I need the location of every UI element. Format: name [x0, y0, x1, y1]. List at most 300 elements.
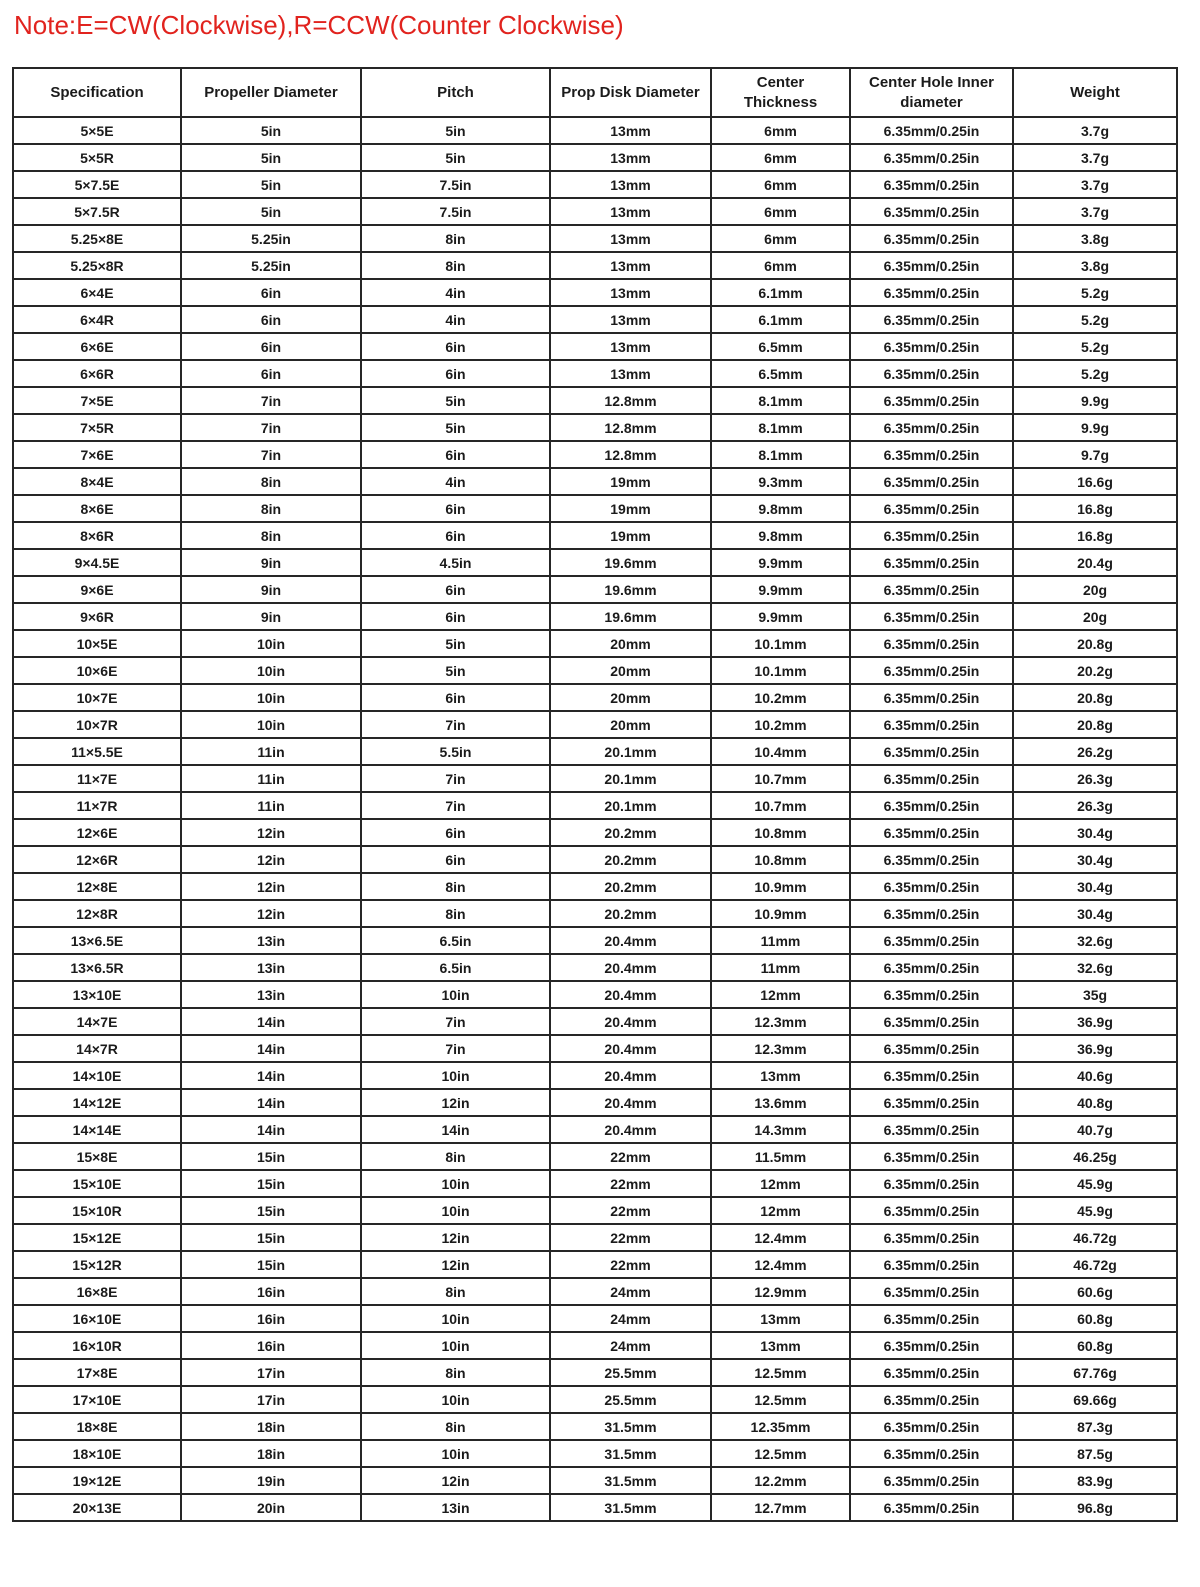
cell-weight: 46.72g — [1013, 1251, 1177, 1278]
cell-center-thickness: 6mm — [711, 225, 850, 252]
cell-center-thickness: 8.1mm — [711, 441, 850, 468]
cell-weight: 35g — [1013, 981, 1177, 1008]
cell-prop-disk-diameter: 20.1mm — [550, 765, 711, 792]
cell-weight: 60.8g — [1013, 1332, 1177, 1359]
cell-pitch: 4in — [361, 279, 550, 306]
cell-weight: 46.72g — [1013, 1224, 1177, 1251]
cell-center-thickness: 12.7mm — [711, 1494, 850, 1521]
cell-prop-disk-diameter: 24mm — [550, 1305, 711, 1332]
cell-weight: 9.7g — [1013, 441, 1177, 468]
cell-weight: 69.66g — [1013, 1386, 1177, 1413]
cell-prop-disk-diameter: 19.6mm — [550, 603, 711, 630]
cell-center-hole-inner-diameter: 6.35mm/0.25in — [850, 1143, 1013, 1170]
cell-propeller-diameter: 5in — [181, 198, 361, 225]
cell-prop-disk-diameter: 31.5mm — [550, 1494, 711, 1521]
cell-pitch: 12in — [361, 1089, 550, 1116]
cell-weight: 5.2g — [1013, 333, 1177, 360]
cell-propeller-diameter: 5.25in — [181, 225, 361, 252]
cell-center-hole-inner-diameter: 6.35mm/0.25in — [850, 900, 1013, 927]
cell-propeller-diameter: 15in — [181, 1170, 361, 1197]
cell-center-hole-inner-diameter: 6.35mm/0.25in — [850, 981, 1013, 1008]
table-row — [13, 1224, 1177, 1251]
cell-propeller-diameter: 12in — [181, 873, 361, 900]
cell-center-hole-inner-diameter: 6.35mm/0.25in — [850, 360, 1013, 387]
cell-specification: 10×7E — [13, 684, 181, 711]
cell-pitch: 12in — [361, 1467, 550, 1494]
cell-prop-disk-diameter: 13mm — [550, 333, 711, 360]
cell-pitch: 5in — [361, 144, 550, 171]
cell-prop-disk-diameter: 22mm — [550, 1143, 711, 1170]
column-header-weight: Weight — [1013, 68, 1177, 117]
cell-center-hole-inner-diameter: 6.35mm/0.25in — [850, 846, 1013, 873]
cell-center-hole-inner-diameter: 6.35mm/0.25in — [850, 1224, 1013, 1251]
cell-weight: 67.76g — [1013, 1359, 1177, 1386]
cell-center-hole-inner-diameter: 6.35mm/0.25in — [850, 927, 1013, 954]
cell-center-hole-inner-diameter: 6.35mm/0.25in — [850, 306, 1013, 333]
cell-prop-disk-diameter: 19mm — [550, 522, 711, 549]
cell-propeller-diameter: 18in — [181, 1440, 361, 1467]
table-row — [13, 171, 1177, 198]
cell-pitch: 6.5in — [361, 927, 550, 954]
cell-propeller-diameter: 5in — [181, 144, 361, 171]
cell-propeller-diameter: 8in — [181, 522, 361, 549]
table-row — [13, 441, 1177, 468]
cell-center-hole-inner-diameter: 6.35mm/0.25in — [850, 1116, 1013, 1143]
cell-specification: 20×13E — [13, 1494, 181, 1521]
cell-propeller-diameter: 9in — [181, 603, 361, 630]
cell-prop-disk-diameter: 13mm — [550, 171, 711, 198]
cell-specification: 10×7R — [13, 711, 181, 738]
cell-center-thickness: 10.1mm — [711, 657, 850, 684]
table-row — [13, 927, 1177, 954]
cell-pitch: 12in — [361, 1251, 550, 1278]
table-row — [13, 792, 1177, 819]
table-row — [13, 522, 1177, 549]
cell-specification: 9×6E — [13, 576, 181, 603]
table-row — [13, 954, 1177, 981]
cell-center-thickness: 10.8mm — [711, 846, 850, 873]
table-row — [13, 630, 1177, 657]
cell-center-thickness: 12.3mm — [711, 1035, 850, 1062]
cell-center-thickness: 6mm — [711, 198, 850, 225]
cell-specification: 16×8E — [13, 1278, 181, 1305]
cell-propeller-diameter: 14in — [181, 1116, 361, 1143]
cell-center-hole-inner-diameter: 6.35mm/0.25in — [850, 1197, 1013, 1224]
cell-center-hole-inner-diameter: 6.35mm/0.25in — [850, 657, 1013, 684]
cell-pitch: 6in — [361, 576, 550, 603]
cell-weight: 16.8g — [1013, 522, 1177, 549]
cell-pitch: 10in — [361, 1197, 550, 1224]
cell-prop-disk-diameter: 20.1mm — [550, 792, 711, 819]
cell-weight: 9.9g — [1013, 414, 1177, 441]
cell-pitch: 10in — [361, 981, 550, 1008]
cell-weight: 3.8g — [1013, 225, 1177, 252]
cell-prop-disk-diameter: 19.6mm — [550, 549, 711, 576]
cell-center-thickness: 12mm — [711, 1170, 850, 1197]
propeller-spec-table — [12, 67, 1178, 1522]
cell-prop-disk-diameter: 31.5mm — [550, 1440, 711, 1467]
cell-weight: 60.6g — [1013, 1278, 1177, 1305]
cell-center-hole-inner-diameter: 6.35mm/0.25in — [850, 1332, 1013, 1359]
cell-weight: 87.5g — [1013, 1440, 1177, 1467]
cell-propeller-diameter: 9in — [181, 549, 361, 576]
cell-weight: 20g — [1013, 576, 1177, 603]
cell-specification: 7×5E — [13, 387, 181, 414]
cell-center-hole-inner-diameter: 6.35mm/0.25in — [850, 333, 1013, 360]
cell-weight: 36.9g — [1013, 1035, 1177, 1062]
cell-propeller-diameter: 11in — [181, 738, 361, 765]
cell-weight: 96.8g — [1013, 1494, 1177, 1521]
cell-center-hole-inner-diameter: 6.35mm/0.25in — [850, 1359, 1013, 1386]
cell-propeller-diameter: 12in — [181, 819, 361, 846]
cell-center-thickness: 9.9mm — [711, 603, 850, 630]
cell-prop-disk-diameter: 20.2mm — [550, 846, 711, 873]
table-row — [13, 819, 1177, 846]
cell-weight: 3.7g — [1013, 171, 1177, 198]
cell-propeller-diameter: 11in — [181, 765, 361, 792]
cell-propeller-diameter: 5in — [181, 171, 361, 198]
cell-center-hole-inner-diameter: 6.35mm/0.25in — [850, 144, 1013, 171]
table-row — [13, 333, 1177, 360]
cell-weight: 46.25g — [1013, 1143, 1177, 1170]
cell-center-thickness: 12.5mm — [711, 1359, 850, 1386]
cell-prop-disk-diameter: 22mm — [550, 1251, 711, 1278]
cell-center-hole-inner-diameter: 6.35mm/0.25in — [850, 1062, 1013, 1089]
cell-center-thickness: 6.1mm — [711, 279, 850, 306]
cell-propeller-diameter: 12in — [181, 846, 361, 873]
cell-center-thickness: 13mm — [711, 1332, 850, 1359]
cell-propeller-diameter: 12in — [181, 900, 361, 927]
cell-specification: 14×7E — [13, 1008, 181, 1035]
cell-prop-disk-diameter: 22mm — [550, 1224, 711, 1251]
cell-prop-disk-diameter: 31.5mm — [550, 1413, 711, 1440]
table-row — [13, 1197, 1177, 1224]
table-row — [13, 387, 1177, 414]
cell-pitch: 4.5in — [361, 549, 550, 576]
cell-pitch: 6in — [361, 495, 550, 522]
cell-center-thickness: 10.2mm — [711, 684, 850, 711]
cell-pitch: 6in — [361, 819, 550, 846]
cell-specification: 11×7R — [13, 792, 181, 819]
cell-specification: 8×6R — [13, 522, 181, 549]
table-row — [13, 549, 1177, 576]
cell-center-hole-inner-diameter: 6.35mm/0.25in — [850, 630, 1013, 657]
cell-pitch: 6in — [361, 603, 550, 630]
cell-center-thickness: 6mm — [711, 144, 850, 171]
cell-propeller-diameter: 10in — [181, 684, 361, 711]
cell-center-hole-inner-diameter: 6.35mm/0.25in — [850, 1089, 1013, 1116]
cell-center-hole-inner-diameter: 6.35mm/0.25in — [850, 414, 1013, 441]
cell-center-thickness: 12.4mm — [711, 1224, 850, 1251]
cell-prop-disk-diameter: 22mm — [550, 1170, 711, 1197]
cell-specification: 5×5E — [13, 117, 181, 144]
cell-specification: 11×7E — [13, 765, 181, 792]
cell-weight: 16.6g — [1013, 468, 1177, 495]
table-row — [13, 873, 1177, 900]
cell-pitch: 10in — [361, 1305, 550, 1332]
cell-weight: 30.4g — [1013, 846, 1177, 873]
cell-propeller-diameter: 14in — [181, 1035, 361, 1062]
cell-center-thickness: 12.4mm — [711, 1251, 850, 1278]
cell-center-thickness: 9.9mm — [711, 549, 850, 576]
cell-propeller-diameter: 11in — [181, 792, 361, 819]
table-row — [13, 360, 1177, 387]
cell-pitch: 10in — [361, 1440, 550, 1467]
cell-propeller-diameter: 14in — [181, 1089, 361, 1116]
cell-prop-disk-diameter: 13mm — [550, 279, 711, 306]
cell-prop-disk-diameter: 31.5mm — [550, 1467, 711, 1494]
cell-weight: 3.7g — [1013, 198, 1177, 225]
cell-center-hole-inner-diameter: 6.35mm/0.25in — [850, 1278, 1013, 1305]
cell-pitch: 7in — [361, 1035, 550, 1062]
cell-center-hole-inner-diameter: 6.35mm/0.25in — [850, 225, 1013, 252]
cell-weight: 83.9g — [1013, 1467, 1177, 1494]
cell-prop-disk-diameter: 20mm — [550, 711, 711, 738]
cell-weight: 87.3g — [1013, 1413, 1177, 1440]
cell-center-hole-inner-diameter: 6.35mm/0.25in — [850, 468, 1013, 495]
cell-weight: 20.2g — [1013, 657, 1177, 684]
cell-center-thickness: 10.9mm — [711, 873, 850, 900]
cell-propeller-diameter: 7in — [181, 441, 361, 468]
cell-specification: 6×4E — [13, 279, 181, 306]
table-row — [13, 414, 1177, 441]
cell-center-hole-inner-diameter: 6.35mm/0.25in — [850, 1251, 1013, 1278]
cell-pitch: 10in — [361, 1170, 550, 1197]
cell-center-thickness: 12.9mm — [711, 1278, 850, 1305]
cell-center-hole-inner-diameter: 6.35mm/0.25in — [850, 252, 1013, 279]
cell-propeller-diameter: 10in — [181, 630, 361, 657]
cell-propeller-diameter: 5.25in — [181, 252, 361, 279]
cell-prop-disk-diameter: 20mm — [550, 657, 711, 684]
cell-center-hole-inner-diameter: 6.35mm/0.25in — [850, 711, 1013, 738]
table-body — [13, 117, 1177, 1521]
cell-pitch: 4in — [361, 306, 550, 333]
cell-specification: 19×12E — [13, 1467, 181, 1494]
table-row — [13, 252, 1177, 279]
cell-pitch: 5in — [361, 630, 550, 657]
cell-specification: 8×4E — [13, 468, 181, 495]
cell-pitch: 10in — [361, 1062, 550, 1089]
column-header-center-thickness: Center Thickness — [711, 68, 850, 117]
table-row — [13, 711, 1177, 738]
column-header-pitch: Pitch — [361, 68, 550, 117]
cell-pitch: 14in — [361, 1116, 550, 1143]
table-row — [13, 198, 1177, 225]
cell-propeller-diameter: 6in — [181, 279, 361, 306]
cell-specification: 16×10R — [13, 1332, 181, 1359]
cell-center-thickness: 8.1mm — [711, 414, 850, 441]
cell-weight: 20.8g — [1013, 684, 1177, 711]
cell-propeller-diameter: 7in — [181, 414, 361, 441]
cell-pitch: 8in — [361, 252, 550, 279]
table-row — [13, 1386, 1177, 1413]
cell-prop-disk-diameter: 20mm — [550, 684, 711, 711]
cell-propeller-diameter: 6in — [181, 306, 361, 333]
table-row — [13, 117, 1177, 144]
cell-prop-disk-diameter: 20.2mm — [550, 900, 711, 927]
cell-prop-disk-diameter: 24mm — [550, 1332, 711, 1359]
cell-center-thickness: 11.5mm — [711, 1143, 850, 1170]
cell-prop-disk-diameter: 20.2mm — [550, 873, 711, 900]
cell-specification: 10×5E — [13, 630, 181, 657]
cell-center-hole-inner-diameter: 6.35mm/0.25in — [850, 954, 1013, 981]
cell-weight: 26.3g — [1013, 765, 1177, 792]
cell-prop-disk-diameter: 20.4mm — [550, 1035, 711, 1062]
cell-propeller-diameter: 16in — [181, 1305, 361, 1332]
cell-center-hole-inner-diameter: 6.35mm/0.25in — [850, 1467, 1013, 1494]
cell-center-hole-inner-diameter: 6.35mm/0.25in — [850, 1305, 1013, 1332]
cell-weight: 20.8g — [1013, 711, 1177, 738]
cell-center-thickness: 13mm — [711, 1305, 850, 1332]
table-row — [13, 684, 1177, 711]
cell-specification: 7×6E — [13, 441, 181, 468]
cell-weight: 16.8g — [1013, 495, 1177, 522]
cell-pitch: 8in — [361, 1143, 550, 1170]
cell-center-thickness: 6mm — [711, 171, 850, 198]
table-row — [13, 900, 1177, 927]
cell-pitch: 8in — [361, 1359, 550, 1386]
cell-prop-disk-diameter: 13mm — [550, 306, 711, 333]
cell-prop-disk-diameter: 20.4mm — [550, 1089, 711, 1116]
cell-pitch: 7in — [361, 711, 550, 738]
cell-propeller-diameter: 15in — [181, 1197, 361, 1224]
table-row — [13, 846, 1177, 873]
rotation-note: Note:E=CW(Clockwise),R=CCW(Counter Clockwise) — [14, 10, 624, 40]
cell-specification: 8×6E — [13, 495, 181, 522]
cell-center-thickness: 9.8mm — [711, 495, 850, 522]
table-row — [13, 495, 1177, 522]
table-row — [13, 657, 1177, 684]
cell-specification: 14×10E — [13, 1062, 181, 1089]
cell-specification: 15×12R — [13, 1251, 181, 1278]
cell-center-thickness: 6mm — [711, 117, 850, 144]
cell-prop-disk-diameter: 20.4mm — [550, 1062, 711, 1089]
cell-prop-disk-diameter: 24mm — [550, 1278, 711, 1305]
column-header-prop-disk-diameter: Prop Disk Diameter — [550, 68, 711, 117]
table-row — [13, 144, 1177, 171]
cell-specification: 5.25×8E — [13, 225, 181, 252]
cell-weight: 30.4g — [1013, 900, 1177, 927]
cell-specification: 12×8R — [13, 900, 181, 927]
cell-center-hole-inner-diameter: 6.35mm/0.25in — [850, 684, 1013, 711]
table-row — [13, 765, 1177, 792]
cell-center-thickness: 10.8mm — [711, 819, 850, 846]
cell-pitch: 6in — [361, 360, 550, 387]
cell-prop-disk-diameter: 19mm — [550, 495, 711, 522]
cell-specification: 13×6.5R — [13, 954, 181, 981]
cell-propeller-diameter: 13in — [181, 927, 361, 954]
table-row — [13, 279, 1177, 306]
cell-weight: 60.8g — [1013, 1305, 1177, 1332]
table-row — [13, 225, 1177, 252]
cell-prop-disk-diameter: 20.2mm — [550, 819, 711, 846]
table-row — [13, 1251, 1177, 1278]
cell-propeller-diameter: 15in — [181, 1251, 361, 1278]
cell-weight: 3.7g — [1013, 117, 1177, 144]
cell-specification: 15×10E — [13, 1170, 181, 1197]
cell-propeller-diameter: 17in — [181, 1359, 361, 1386]
cell-center-thickness: 6.5mm — [711, 333, 850, 360]
cell-center-hole-inner-diameter: 6.35mm/0.25in — [850, 603, 1013, 630]
cell-propeller-diameter: 14in — [181, 1062, 361, 1089]
cell-pitch: 5in — [361, 414, 550, 441]
cell-pitch: 13in — [361, 1494, 550, 1521]
cell-propeller-diameter: 8in — [181, 468, 361, 495]
cell-weight: 5.2g — [1013, 306, 1177, 333]
cell-weight: 26.2g — [1013, 738, 1177, 765]
cell-center-thickness: 6mm — [711, 252, 850, 279]
cell-prop-disk-diameter: 25.5mm — [550, 1386, 711, 1413]
header-row — [13, 68, 1177, 117]
cell-prop-disk-diameter: 13mm — [550, 117, 711, 144]
cell-specification: 6×4R — [13, 306, 181, 333]
cell-specification: 5×5R — [13, 144, 181, 171]
cell-prop-disk-diameter: 20mm — [550, 630, 711, 657]
cell-propeller-diameter: 14in — [181, 1008, 361, 1035]
cell-center-hole-inner-diameter: 6.35mm/0.25in — [850, 1413, 1013, 1440]
cell-weight: 40.8g — [1013, 1089, 1177, 1116]
cell-prop-disk-diameter: 20.4mm — [550, 1008, 711, 1035]
cell-propeller-diameter: 10in — [181, 711, 361, 738]
cell-center-hole-inner-diameter: 6.35mm/0.25in — [850, 522, 1013, 549]
table-row — [13, 1359, 1177, 1386]
cell-center-thickness: 13mm — [711, 1062, 850, 1089]
cell-specification: 15×12E — [13, 1224, 181, 1251]
cell-prop-disk-diameter: 20.4mm — [550, 981, 711, 1008]
cell-propeller-diameter: 19in — [181, 1467, 361, 1494]
cell-center-hole-inner-diameter: 6.35mm/0.25in — [850, 387, 1013, 414]
cell-pitch: 8in — [361, 1278, 550, 1305]
cell-pitch: 7.5in — [361, 171, 550, 198]
cell-center-hole-inner-diameter: 6.35mm/0.25in — [850, 873, 1013, 900]
cell-propeller-diameter: 9in — [181, 576, 361, 603]
cell-specification: 5.25×8R — [13, 252, 181, 279]
cell-prop-disk-diameter: 13mm — [550, 144, 711, 171]
table-row — [13, 1143, 1177, 1170]
cell-pitch: 12in — [361, 1224, 550, 1251]
table-row — [13, 1170, 1177, 1197]
cell-center-thickness: 6.1mm — [711, 306, 850, 333]
cell-pitch: 5in — [361, 117, 550, 144]
cell-specification: 17×10E — [13, 1386, 181, 1413]
cell-center-hole-inner-diameter: 6.35mm/0.25in — [850, 792, 1013, 819]
cell-pitch: 7in — [361, 792, 550, 819]
cell-specification: 18×10E — [13, 1440, 181, 1467]
cell-prop-disk-diameter: 13mm — [550, 252, 711, 279]
cell-pitch: 6in — [361, 522, 550, 549]
cell-specification: 15×8E — [13, 1143, 181, 1170]
table-row — [13, 1278, 1177, 1305]
cell-pitch: 7in — [361, 765, 550, 792]
cell-center-thickness: 9.3mm — [711, 468, 850, 495]
cell-weight: 20g — [1013, 603, 1177, 630]
cell-prop-disk-diameter: 12.8mm — [550, 387, 711, 414]
table-row — [13, 1035, 1177, 1062]
table-row — [13, 1413, 1177, 1440]
cell-specification: 10×6E — [13, 657, 181, 684]
cell-center-thickness: 12.5mm — [711, 1386, 850, 1413]
cell-pitch: 8in — [361, 1413, 550, 1440]
cell-weight: 45.9g — [1013, 1170, 1177, 1197]
cell-center-hole-inner-diameter: 6.35mm/0.25in — [850, 171, 1013, 198]
cell-pitch: 10in — [361, 1332, 550, 1359]
cell-center-hole-inner-diameter: 6.35mm/0.25in — [850, 1440, 1013, 1467]
cell-center-hole-inner-diameter: 6.35mm/0.25in — [850, 765, 1013, 792]
cell-center-thickness: 12.5mm — [711, 1440, 850, 1467]
cell-prop-disk-diameter: 20.4mm — [550, 954, 711, 981]
cell-weight: 3.8g — [1013, 252, 1177, 279]
cell-weight: 32.6g — [1013, 927, 1177, 954]
